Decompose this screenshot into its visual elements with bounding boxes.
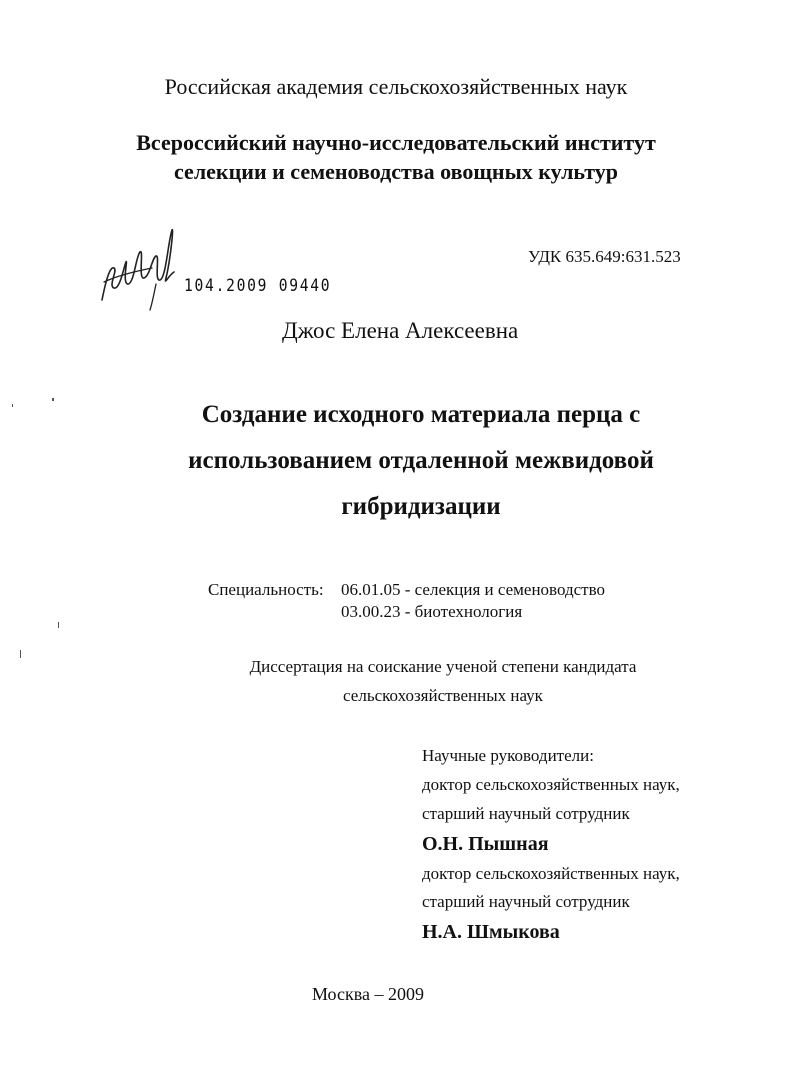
city-year: Москва – 2009 [312, 984, 424, 1004]
specialty-item: 03.00.23 - биотехнология [341, 602, 523, 621]
dissertation-title [0, 392, 792, 530]
academy-name: Российская академия сельскохозяйственных наук [164, 74, 628, 99]
author-name: Джос Елена Алексеевна [282, 318, 519, 343]
udc-code: УДК 635.649:631.523 [528, 247, 681, 266]
institute-name-line1: Всероссийский научно-исследовательский институт [136, 130, 656, 155]
scan-speck [12, 404, 13, 407]
scan-speck [20, 650, 21, 658]
registration-number: 104.2009 09440 [184, 276, 332, 296]
scan-speck [58, 622, 59, 628]
specialty-item: 06.01.05 - селекция и семеноводство [341, 580, 606, 599]
title-line2: использованием отдаленной межвидовой [188, 447, 654, 474]
handwritten-signature [96, 222, 188, 314]
supervisors-heading: Научные руководители: [422, 746, 594, 765]
title-line1: Создание исходного материала перца с [201, 401, 641, 428]
institute-name-line2: селекции и семеноводства овощных культур [174, 159, 618, 184]
institute-name [0, 128, 792, 186]
supervisor-name: Н.А. Шмыкова [422, 921, 560, 943]
supervisor-degree: доктор сельскохозяйственных наук, [422, 864, 680, 883]
scan-speck [52, 398, 54, 401]
supervisor-name: О.Н. Пышная [422, 833, 549, 855]
supervisor-position: старший научный сотрудник [422, 892, 630, 911]
dissertation-degree [0, 652, 792, 710]
specialty-label: Специальность: [208, 580, 324, 599]
degree-line1: Диссертация на соискание ученой степени кандидата [249, 657, 637, 676]
degree-line2: сельскохозяйственных наук [343, 686, 543, 705]
supervisor-position: старший научный сотрудник [422, 804, 630, 823]
supervisor-degree: доктор сельскохозяйственных наук, [422, 775, 680, 794]
title-line3: гибридизации [341, 493, 501, 520]
